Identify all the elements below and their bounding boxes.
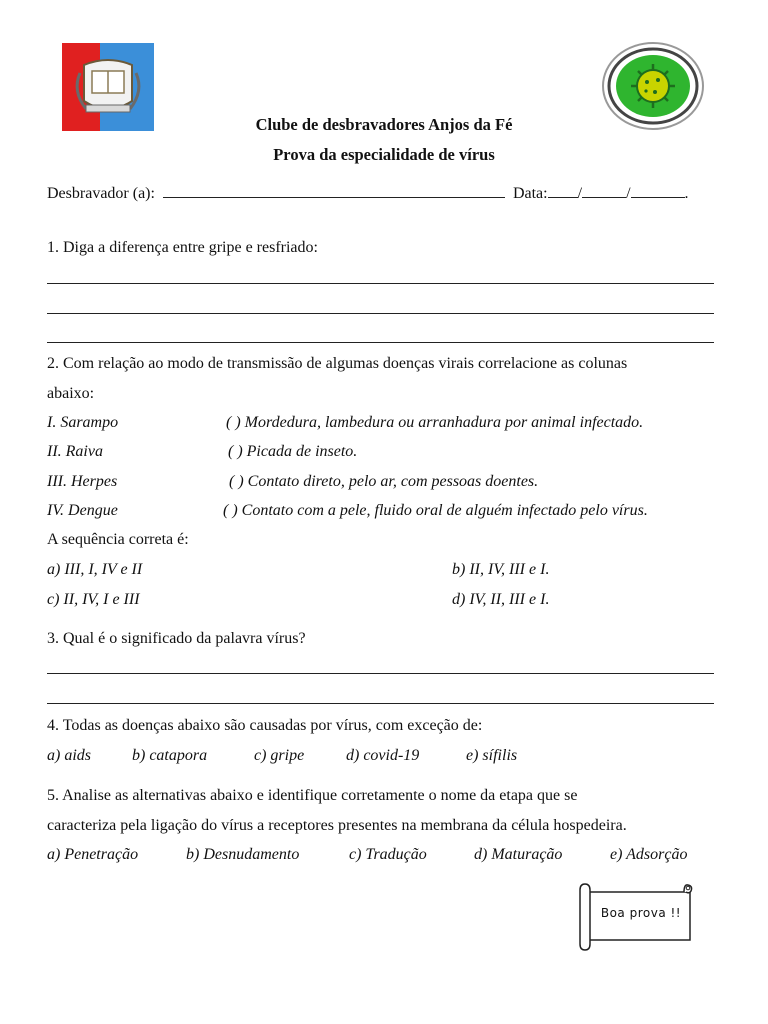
date-sep: / [626, 185, 631, 202]
date-day-field[interactable] [548, 196, 578, 198]
q2-right-item: ( ) Contato com a pele, fluido oral de alguém infectado pelo vírus. [223, 502, 648, 519]
q5-option-d[interactable]: d) Maturação [474, 846, 563, 863]
question-2-line1: 2. Com relação ao modo de transmissão de algumas doenças virais correlacione as colunas [47, 355, 628, 372]
date-label: Data: [512, 185, 548, 202]
q2-left-item: I. Sarampo [47, 414, 119, 431]
question-2-line2: abaixo: [47, 385, 95, 402]
page-subtitle: Prova da especialidade de vírus [273, 145, 495, 164]
q2-left-item: III. Herpes [47, 473, 118, 490]
answer-line[interactable] [47, 342, 714, 343]
answer-line[interactable] [47, 703, 714, 704]
q4-option-e[interactable]: e) sífilis [466, 747, 518, 764]
q4-option-b[interactable]: b) catapora [132, 747, 208, 764]
q2-right-item: ( ) Picada de inseto. [228, 443, 358, 460]
q2-option-b[interactable]: b) II, IV, III e I. [452, 561, 550, 578]
q2-right-item: ( ) Mordedura, lambedura ou arranhadura por animal infectado. [226, 414, 644, 431]
question-1: 1. Diga a diferença entre gripe e resfriado: [47, 239, 318, 256]
page-title: Clube de desbravadores Anjos da Fé [255, 115, 513, 134]
q2-left-item: II. Raiva [47, 443, 103, 460]
name-field[interactable] [163, 196, 505, 198]
q2-option-c[interactable]: c) II, IV, I e III [47, 591, 140, 608]
question-4: 4. Todas as doenças abaixo são causadas por vírus, com exceção de: [47, 717, 483, 734]
q2-left-item: IV. Dengue [47, 502, 118, 519]
good-luck-scroll [574, 880, 698, 952]
date-month-field[interactable] [582, 196, 626, 198]
answer-line[interactable] [47, 283, 714, 284]
answer-line[interactable] [47, 313, 714, 314]
q5-option-c[interactable]: c) Tradução [349, 846, 427, 863]
date-sep: / [577, 185, 583, 202]
name-date-row [47, 185, 689, 203]
q5-option-a[interactable]: a) Penetração [47, 846, 139, 863]
q4-option-d[interactable]: d) covid-19 [346, 747, 420, 764]
date-year-field[interactable] [631, 196, 685, 198]
q4-option-a[interactable]: a) aids [47, 747, 91, 764]
scroll-text: Boa prova !! [600, 906, 682, 920]
question-3: 3. Qual é o significado da palavra vírus? [47, 630, 306, 647]
q5-option-e[interactable]: e) Adsorção [610, 846, 688, 863]
q2-option-a[interactable]: a) III, I, IV e II [47, 561, 143, 578]
answer-line[interactable] [47, 673, 714, 674]
q2-option-d[interactable]: d) IV, II, III e I. [452, 591, 550, 608]
date-end: . [684, 185, 689, 202]
q2-right-item: ( ) Contato direto, pelo ar, com pessoas doentes. [229, 473, 539, 490]
question-5-line1: 5. Analise as alternativas abaixo e identifique corretamente o nome da etapa que se [47, 787, 578, 804]
name-label: Desbravador (a): [47, 185, 155, 202]
q2-sequence-label: A sequência correta é: [47, 531, 189, 548]
question-5-line2: caracteriza pela ligação do vírus a receptores presentes na membrana da célula hospedeira. [47, 817, 627, 834]
q5-option-b[interactable]: b) Desnudamento [186, 846, 300, 863]
q4-option-c[interactable]: c) gripe [254, 747, 305, 764]
